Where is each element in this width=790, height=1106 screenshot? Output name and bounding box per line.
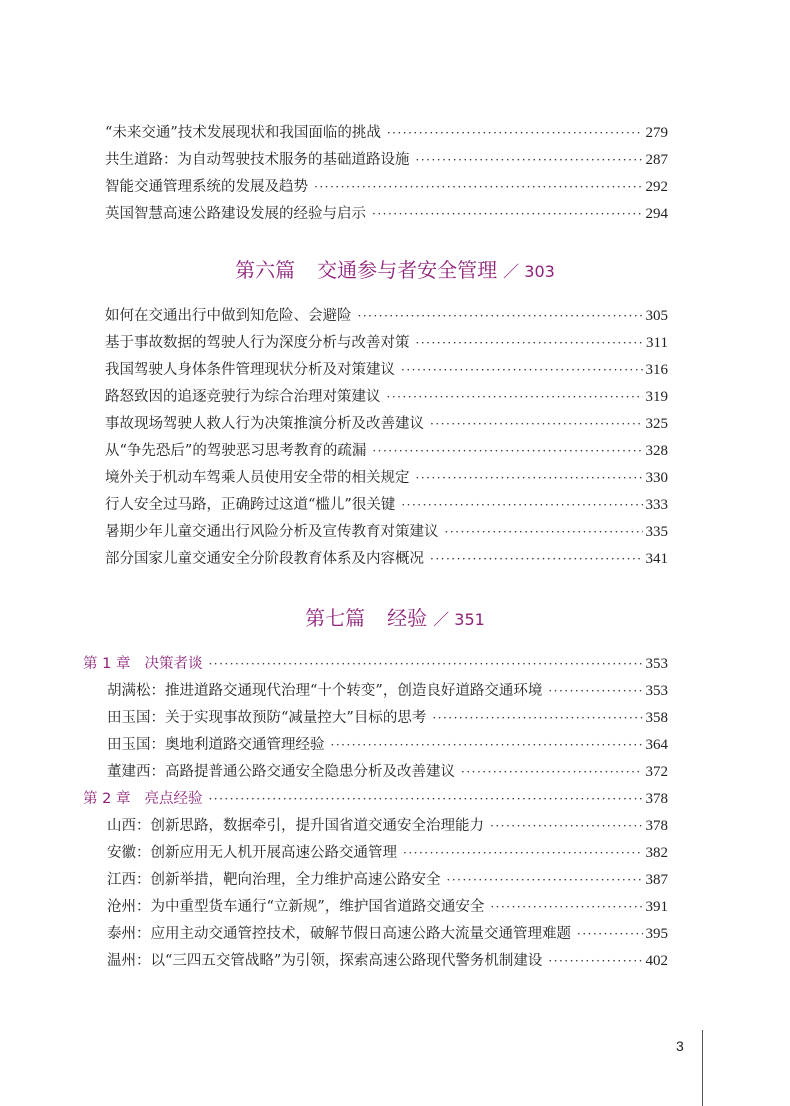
toc-entry-title: 如何在交通出行中做到知危险、会避险 bbox=[105, 308, 352, 324]
toc-entry-title: 基于事故数据的驾驶人行为深度分析与改善对策 bbox=[105, 335, 410, 351]
leader-dots bbox=[430, 549, 643, 569]
toc-entry-page: 316 bbox=[645, 362, 668, 378]
toc-entry[interactable] bbox=[107, 735, 668, 759]
page-number: 3 bbox=[676, 1038, 684, 1054]
toc-entry-title: “未来交通”技术发展现状和我国面临的挑战 bbox=[105, 125, 381, 141]
toc-entry[interactable] bbox=[105, 204, 668, 228]
leader-dots bbox=[490, 816, 643, 836]
toc-entry[interactable] bbox=[107, 681, 668, 705]
toc-entry-title: 境外关于机动车驾乘人员使用安全带的相关规定 bbox=[105, 470, 410, 486]
toc-entry[interactable] bbox=[105, 360, 668, 384]
leader-dots bbox=[331, 735, 643, 755]
toc-entry-page: 395 bbox=[645, 926, 668, 942]
toc-entry-page: 279 bbox=[645, 125, 668, 141]
toc-entry-title: 我国驾驶人身体条件管理现状分析及对策建议 bbox=[105, 362, 395, 378]
toc-entry-page: 333 bbox=[645, 497, 668, 513]
chapter-heading[interactable] bbox=[83, 654, 668, 678]
part-title: 交通参与者安全管理 bbox=[317, 258, 498, 282]
leader-dots bbox=[548, 681, 642, 701]
leader-dots bbox=[416, 150, 643, 170]
leader-dots bbox=[445, 522, 643, 542]
toc-entry-title: 沧州：为中重型货车通行“立新规”，维护国省道路交通安全 bbox=[107, 899, 485, 915]
leader-dots bbox=[416, 468, 643, 488]
leader-dots bbox=[208, 654, 642, 674]
leader-dots bbox=[401, 360, 643, 380]
toc-entry-title: 部分国家儿童交通安全分阶段教育体系及内容概况 bbox=[105, 551, 424, 567]
toc-entry[interactable] bbox=[105, 123, 668, 147]
part-label: 第七篇 bbox=[305, 606, 366, 630]
toc-entry-page: 294 bbox=[645, 206, 668, 222]
leader-dots bbox=[490, 897, 642, 917]
chapter-number: 第 1 章 bbox=[83, 656, 131, 672]
leader-dots bbox=[372, 204, 643, 224]
toc-entry-title: 暑期少年儿童交通出行风险分析及宣传教育对策建议 bbox=[105, 524, 439, 540]
leader-dots bbox=[372, 441, 642, 461]
toc-entry[interactable] bbox=[107, 816, 668, 840]
toc-entry-page: 311 bbox=[646, 335, 668, 351]
toc-entry-page: 378 bbox=[645, 818, 668, 834]
toc-entry-title: 从“争先恐后”的驾驶恶习思考教育的疏漏 bbox=[105, 443, 367, 459]
toc-entry[interactable] bbox=[107, 762, 668, 786]
toc-entry-title: 董建西：高路提普通公路交通安全隐患分析及改善建议 bbox=[107, 764, 455, 780]
toc-entry-page: 372 bbox=[645, 764, 668, 780]
leader-dots bbox=[358, 306, 643, 326]
chapter-heading[interactable] bbox=[83, 789, 668, 813]
leader-dots bbox=[387, 123, 643, 143]
toc-entry-title: 田玉国：关于实现事故预防“减量控大”目标的思考 bbox=[107, 710, 427, 726]
toc-entry-title: 行人安全过马路，正确跨过这道“槛儿”很关键 bbox=[105, 497, 396, 513]
toc-entry[interactable] bbox=[105, 414, 668, 438]
part-six-heading[interactable] bbox=[0, 257, 790, 285]
part-page: ／ 303 bbox=[503, 262, 555, 281]
part-seven-heading[interactable] bbox=[0, 605, 790, 633]
toc-entry-title: 安徽：创新应用无人机开展高速公路交通管理 bbox=[107, 845, 397, 861]
toc-entry-title: 智能交通管理系统的发展及趋势 bbox=[105, 179, 308, 195]
toc-entry-page: 402 bbox=[645, 953, 668, 969]
leader-dots bbox=[387, 387, 643, 407]
leader-dots bbox=[416, 333, 644, 353]
toc-entry-title: 田玉国：奥地利道路交通管理经验 bbox=[107, 737, 325, 753]
leader-dots bbox=[432, 708, 642, 728]
toc-entry[interactable] bbox=[107, 897, 668, 921]
toc-entry[interactable] bbox=[107, 843, 668, 867]
leader-dots bbox=[577, 924, 643, 944]
toc-entry-page: 382 bbox=[645, 845, 668, 861]
leader-dots bbox=[401, 495, 642, 515]
toc-entry-title: 事故现场驾驶人救人行为决策推演分析及改善建议 bbox=[105, 416, 424, 432]
chapter-page: 353 bbox=[645, 656, 668, 672]
part-label: 第六篇 bbox=[235, 258, 296, 282]
leader-dots bbox=[430, 414, 643, 434]
toc-entry[interactable] bbox=[105, 177, 668, 201]
part-page: ／ 351 bbox=[433, 610, 485, 629]
toc-entry-title: 温州：以“三四五交管战略”为引领，探索高速公路现代警务机制建设 bbox=[107, 953, 543, 969]
toc-entry[interactable] bbox=[105, 387, 668, 411]
toc-entry[interactable] bbox=[105, 441, 668, 465]
toc-entry[interactable] bbox=[105, 333, 668, 357]
part-title: 经验 bbox=[387, 606, 428, 630]
toc-entry[interactable] bbox=[107, 924, 668, 948]
toc-entry[interactable] bbox=[105, 522, 668, 546]
toc-entry[interactable] bbox=[107, 870, 668, 894]
toc-entry[interactable] bbox=[105, 150, 668, 174]
chapter-title: 决策者谈 bbox=[144, 656, 203, 672]
toc-entry-page: 330 bbox=[645, 470, 668, 486]
toc-entry-page: 353 bbox=[645, 683, 668, 699]
leader-dots bbox=[208, 789, 642, 809]
toc-entry-title: 泰州：应用主动交通管控技术，破解节假日高速公路大流量交通管理难题 bbox=[107, 926, 571, 942]
toc-entry-page: 305 bbox=[645, 308, 668, 324]
toc-entry-page: 325 bbox=[645, 416, 668, 432]
toc-entry-title: 路怒致因的追逐竞驶行为综合治理对策建议 bbox=[105, 389, 381, 405]
toc-entry[interactable] bbox=[105, 495, 668, 519]
toc-entry-page: 292 bbox=[645, 179, 668, 195]
toc-entry-title: 胡满松：推进道路交通现代治理“十个转变”，创造良好道路交通环境 bbox=[107, 683, 543, 699]
toc-entry-page: 287 bbox=[645, 152, 668, 168]
chapter-number: 第 2 章 bbox=[83, 791, 131, 807]
margin-rule bbox=[702, 1030, 703, 1106]
toc-entry[interactable] bbox=[105, 549, 668, 573]
toc-entry-title: 共生道路：为自动驾驶技术服务的基础道路设施 bbox=[105, 152, 410, 168]
toc-entry[interactable] bbox=[107, 708, 668, 732]
leader-dots bbox=[314, 177, 643, 197]
chapter-title: 亮点经验 bbox=[144, 791, 203, 807]
leader-dots bbox=[447, 870, 643, 890]
toc-entry-page: 364 bbox=[645, 737, 668, 753]
leader-dots bbox=[461, 762, 643, 782]
toc-entry-page: 319 bbox=[645, 389, 668, 405]
leader-dots bbox=[548, 951, 642, 971]
toc-entry-title: 山西：创新思路，数据牵引，提升国省道交通安全治理能力 bbox=[107, 818, 484, 834]
toc-entry-title: 江西：创新举措，靶向治理，全力维护高速公路安全 bbox=[107, 872, 441, 888]
toc-entry[interactable] bbox=[107, 951, 668, 975]
toc-entry[interactable] bbox=[105, 468, 668, 492]
leader-dots bbox=[403, 843, 643, 863]
toc-entry-page: 341 bbox=[645, 551, 668, 567]
toc-entry-page: 358 bbox=[645, 710, 668, 726]
toc-entry[interactable] bbox=[105, 306, 668, 330]
toc-entry-page: 335 bbox=[645, 524, 668, 540]
toc-entry-page: 391 bbox=[645, 899, 668, 915]
toc-entry-page: 387 bbox=[645, 872, 668, 888]
toc-entry-page: 328 bbox=[645, 443, 668, 459]
toc-entry-title: 英国智慧高速公路建设发展的经验与启示 bbox=[105, 206, 366, 222]
chapter-page: 378 bbox=[645, 791, 668, 807]
